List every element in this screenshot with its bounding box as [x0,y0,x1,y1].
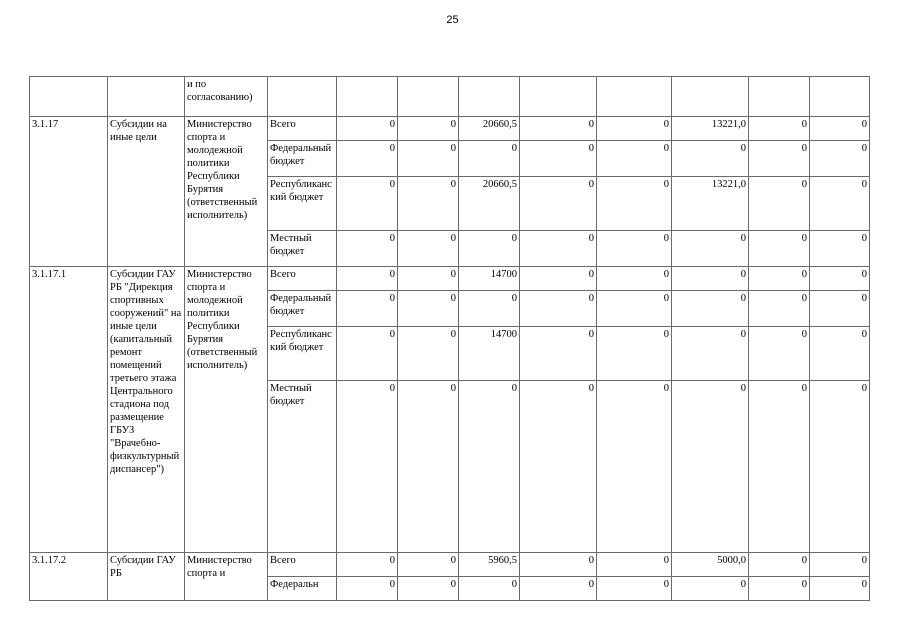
executor-cell: Министерство спорта и молодежной политики Республики Бурятия (ответственный исполнитель) [185,117,268,267]
value-cell: 20660,5 [459,177,520,231]
value-cell: 14700 [459,267,520,291]
table-row [30,553,870,577]
value-cell: 13221,0 [672,117,749,141]
value-cell: 14700 [459,327,520,381]
funding-type-cell: Федеральный бюджет [268,291,337,327]
carry-over-row [30,77,870,117]
value-cell: 0 [749,327,810,381]
value-cell: 0 [398,381,459,553]
value-cell: 0 [337,117,398,141]
funding-type-cell: Всего [268,267,337,291]
value-cell: 0 [337,553,398,577]
value-cell: 0 [810,231,870,267]
value-cell: 0 [398,117,459,141]
value-cell: 0 [672,267,749,291]
code-cell: 3.1.17.1 [30,267,108,553]
value-cell: 0 [597,577,672,601]
budget-table [29,76,870,601]
code-cell: 3.1.17 [30,117,108,267]
value-cell: 0 [520,267,597,291]
value-cell: 5000,0 [672,553,749,577]
value-cell: 0 [337,327,398,381]
value-cell: 0 [597,291,672,327]
funding-type-cell: Федеральн [268,577,337,601]
value-cell: 0 [398,141,459,177]
value-cell: 0 [749,291,810,327]
name-cell: Субсидии ГАУ РБ [108,553,185,601]
value-cell: 0 [520,577,597,601]
executor-cell: и по согласованию) [185,77,268,117]
value-cell: 0 [520,177,597,231]
value-cell: 0 [597,381,672,553]
value-cell: 0 [749,553,810,577]
value-cell: 0 [337,291,398,327]
page-number: 25 [446,14,459,26]
value-cell: 0 [398,577,459,601]
value-cell: 0 [398,267,459,291]
value-cell: 0 [597,231,672,267]
value-cell: 5960,5 [459,553,520,577]
value-cell: 0 [597,141,672,177]
value-cell: 0 [672,141,749,177]
value-cell: 0 [398,553,459,577]
value-cell: 0 [672,231,749,267]
name-cell [108,77,185,117]
value-cell: 0 [459,291,520,327]
value-cell: 0 [520,117,597,141]
executor-cell: Министерство спорта и молодежной политики Республики Бурятия (ответственный исполнитель) [185,267,268,553]
value-cell: 0 [520,327,597,381]
value-cell: 13221,0 [672,177,749,231]
name-cell: Субсидии ГАУ РБ "Дирекция спортивных сооружений" на иные цели (капитальный ремонт помещений третьего этажа Центрального стадиона под размещение ГБУЗ "Врачебно-физкультурный диспансер") [108,267,185,553]
value-cell: 0 [398,327,459,381]
value-cell: 0 [749,381,810,553]
table-row [30,117,870,141]
value-cell: 0 [520,553,597,577]
value-cell: 0 [520,141,597,177]
value-cell: 0 [398,231,459,267]
value-cell: 0 [398,177,459,231]
value-cell: 0 [520,381,597,553]
funding-type-cell: Федеральный бюджет [268,141,337,177]
funding-type-cell: Всего [268,553,337,577]
value-cell: 0 [597,327,672,381]
value-cell: 0 [810,267,870,291]
value-cell: 0 [810,177,870,231]
table-row [30,267,870,291]
funding-type-cell: Всего [268,117,337,141]
value-cell: 0 [672,381,749,553]
value-cell: 0 [810,117,870,141]
value-cell: 0 [597,553,672,577]
value-cell: 0 [749,141,810,177]
value-cell: 0 [337,267,398,291]
value-cell: 0 [520,231,597,267]
value-cell: 0 [749,117,810,141]
value-cell: 0 [672,577,749,601]
value-cell: 0 [337,577,398,601]
value-cell: 20660,5 [459,117,520,141]
code-cell: 3.1.17.2 [30,553,108,601]
code-cell [30,77,108,117]
value-cell: 0 [810,553,870,577]
value-cell: 0 [810,327,870,381]
value-cell: 0 [520,291,597,327]
value-cell: 0 [337,177,398,231]
funding-type-cell: Республиканский бюджет [268,177,337,231]
funding-type-cell: Местный бюджет [268,381,337,553]
value-cell: 0 [459,231,520,267]
value-cell: 0 [749,267,810,291]
executor-cell: Министерство спорта и [185,553,268,601]
value-cell: 0 [749,577,810,601]
value-cell: 0 [749,177,810,231]
value-cell: 0 [337,141,398,177]
funding-type-cell: Республиканский бюджет [268,327,337,381]
value-cell: 0 [672,327,749,381]
value-cell: 0 [398,291,459,327]
value-cell: 0 [337,231,398,267]
name-cell: Субсидии на иные цели [108,117,185,267]
value-cell: 0 [810,577,870,601]
value-cell: 0 [459,141,520,177]
funding-type-cell: Местный бюджет [268,231,337,267]
value-cell: 0 [337,381,398,553]
value-cell: 0 [459,577,520,601]
value-cell: 0 [459,381,520,553]
value-cell: 0 [597,177,672,231]
value-cell: 0 [749,231,810,267]
value-cell: 0 [672,291,749,327]
value-cell: 0 [810,141,870,177]
value-cell: 0 [810,381,870,553]
value-cell: 0 [810,291,870,327]
value-cell: 0 [597,267,672,291]
value-cell: 0 [597,117,672,141]
